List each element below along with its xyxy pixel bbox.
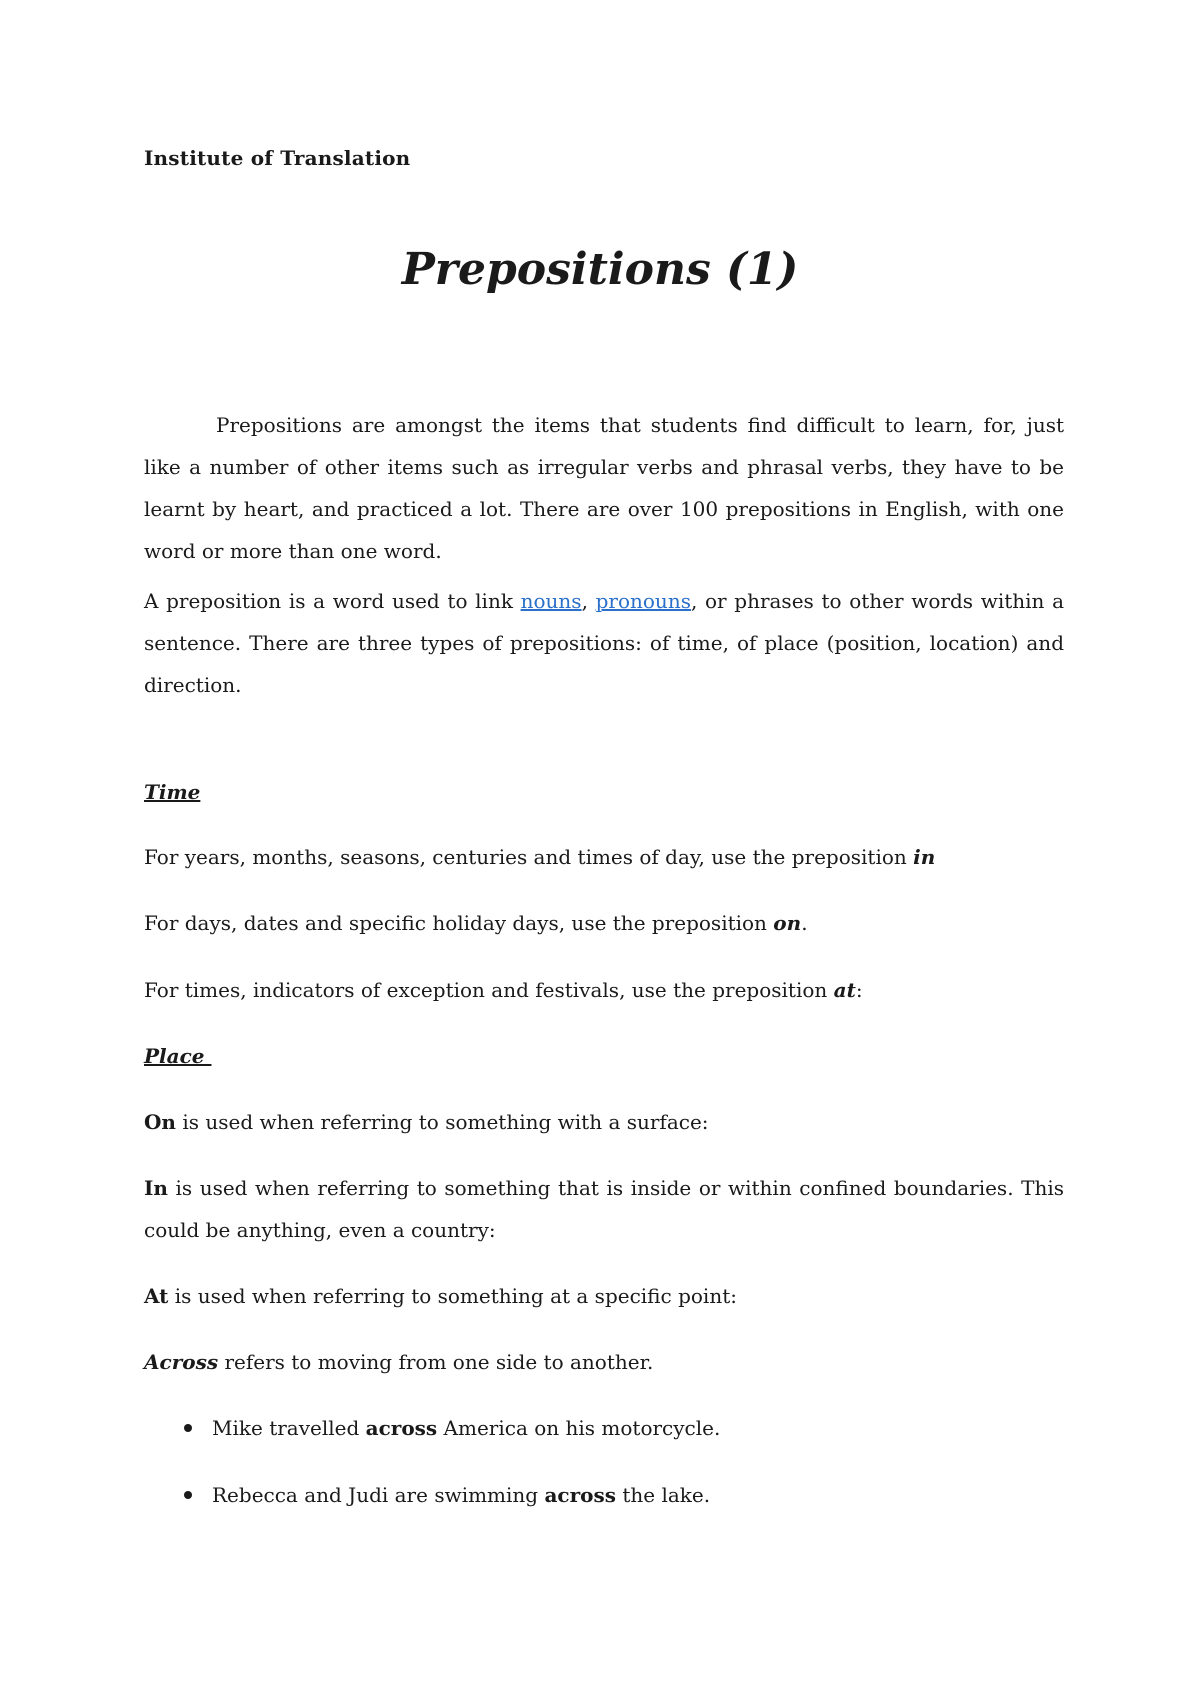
preposition-in: in xyxy=(913,845,936,869)
time-rule-at xyxy=(144,978,863,1002)
place-in-word: In xyxy=(144,1176,168,1200)
place-heading: Place xyxy=(144,1044,212,1068)
place-rule-in xyxy=(144,1167,1064,1251)
intro-paragraph: Prepositions are amongst the items that students find difficult to learn, for, just like a number of other items such as irregular verbs and phrasal verbs, they have to be learnt by heart, and practiced a lot. There are over 100 prepositions in English, with one word or more than one word. xyxy=(144,413,1064,563)
nouns-link[interactable]: nouns xyxy=(520,589,582,613)
time-rule-on-text: For days, dates and specific holiday days, use the preposition xyxy=(144,911,774,935)
place-rule-at xyxy=(144,1284,737,1308)
preposition-at: at xyxy=(833,978,856,1002)
bullet-text-before: Mike travelled xyxy=(212,1416,366,1440)
pronouns-link[interactable]: pronouns xyxy=(595,589,691,613)
place-in-text: is used when referring to something that is inside or within confined boundaries. This could be anything, even a country: xyxy=(144,1176,1064,1242)
institute-header: Institute of Translation xyxy=(144,146,411,170)
place-on-word: On xyxy=(144,1110,176,1134)
list-item xyxy=(144,1416,720,1440)
place-on-text: is used when referring to something with a surface: xyxy=(175,1110,709,1134)
bullet-text-after: the lake. xyxy=(616,1483,711,1507)
across-word: Across xyxy=(144,1350,219,1374)
time-rule-at-end: : xyxy=(855,978,863,1002)
list-item xyxy=(144,1483,710,1507)
time-rule-on-end: . xyxy=(801,911,808,935)
time-rule-on xyxy=(144,911,808,935)
bullet-bold-word: across xyxy=(365,1416,438,1440)
time-rule-at-text: For times, indicators of exception and festivals, use the preposition xyxy=(144,978,834,1002)
place-at-text: is used when referring to something at a specific point: xyxy=(168,1284,737,1308)
time-rule-in xyxy=(144,845,935,869)
place-at-word: At xyxy=(144,1284,169,1308)
across-text: refers to moving from one side to another. xyxy=(218,1350,654,1374)
definition-paragraph xyxy=(144,580,1064,706)
time-rule-in-text: For years, months, seasons, centuries and times of day, use the preposition xyxy=(144,845,914,869)
bullet-icon xyxy=(184,1424,192,1432)
place-rule-on xyxy=(144,1110,709,1134)
bullet-icon xyxy=(184,1491,192,1499)
time-heading: Time xyxy=(144,780,201,804)
bullet-bold-word: across xyxy=(544,1483,617,1507)
definition-comma: , xyxy=(581,589,596,613)
bullet-text-before: Rebecca and Judi are swimming xyxy=(212,1483,545,1507)
across-rule xyxy=(144,1350,653,1374)
definition-text-start: A preposition is a word used to link xyxy=(144,589,521,613)
bullet-text-after: America on his motorcycle. xyxy=(437,1416,721,1440)
page-title: Prepositions (1) xyxy=(401,244,799,295)
definition-text-end: , or phrases to other words within a sentence. There are three types of prepositions: of time, of place (position, location) and direction. xyxy=(144,589,1064,697)
preposition-on: on xyxy=(773,911,802,935)
